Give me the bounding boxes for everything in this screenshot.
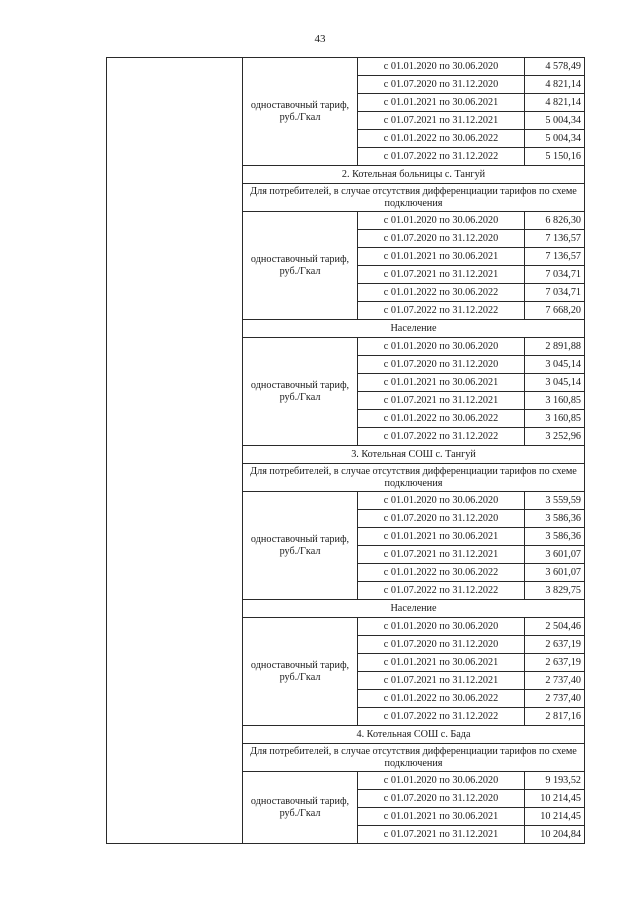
tariff-value-cell: 4 578,49 — [525, 58, 585, 76]
period-cell: с 01.07.2022 по 31.12.2022 — [358, 302, 525, 320]
tariff-value-cell: 7 136,57 — [525, 230, 585, 248]
period-cell: с 01.01.2021 по 30.06.2021 — [358, 374, 525, 392]
section-title: 4. Котельная СОШ с. Бада — [243, 726, 585, 744]
period-cell: с 01.07.2022 по 31.12.2022 — [358, 582, 525, 600]
period-cell: с 01.01.2022 по 30.06.2022 — [358, 410, 525, 428]
tariff-value-cell: 3 160,85 — [525, 392, 585, 410]
tariff-value-cell: 3 045,14 — [525, 356, 585, 374]
tariff-value-cell: 3 559,59 — [525, 492, 585, 510]
tariff-value-cell: 9 193,52 — [525, 772, 585, 790]
period-cell: с 01.07.2020 по 31.12.2020 — [358, 76, 525, 94]
tariff-value-cell: 5 004,34 — [525, 130, 585, 148]
tariff-value-cell: 10 214,45 — [525, 790, 585, 808]
tariff-value-cell: 3 252,96 — [525, 428, 585, 446]
tariff-value-cell: 2 504,46 — [525, 618, 585, 636]
tariff-value-cell: 2 737,40 — [525, 690, 585, 708]
tariff-table-body — [107, 58, 585, 844]
period-cell: с 01.01.2022 по 30.06.2022 — [358, 284, 525, 302]
tariff-table — [106, 57, 585, 844]
tariff-value-cell: 3 601,07 — [525, 564, 585, 582]
tariff-value-cell: 3 045,14 — [525, 374, 585, 392]
tariff-value-cell: 4 821,14 — [525, 76, 585, 94]
period-cell: с 01.07.2022 по 31.12.2022 — [358, 428, 525, 446]
tariff-type-label: одноставочный тариф, руб./Гкал — [243, 492, 358, 600]
period-cell: с 01.07.2020 по 31.12.2020 — [358, 230, 525, 248]
period-cell: с 01.01.2022 по 30.06.2022 — [358, 690, 525, 708]
section-note: Для потребителей, в случае отсутствия дифференциации тарифов по схеме подключения — [243, 184, 585, 212]
period-cell: с 01.07.2020 по 31.12.2020 — [358, 356, 525, 374]
tariff-type-label: одноставочный тариф, руб./Гкал — [243, 618, 358, 726]
tariff-value-cell: 3 586,36 — [525, 510, 585, 528]
tariff-value-cell: 3 160,85 — [525, 410, 585, 428]
tariff-value-cell: 2 737,40 — [525, 672, 585, 690]
period-cell: с 01.07.2021 по 31.12.2021 — [358, 112, 525, 130]
period-cell: с 01.01.2020 по 30.06.2020 — [358, 338, 525, 356]
period-cell: с 01.07.2021 по 31.12.2021 — [358, 546, 525, 564]
tariff-value-cell: 2 817,16 — [525, 708, 585, 726]
period-cell: с 01.01.2020 по 30.06.2020 — [358, 618, 525, 636]
period-cell: с 01.01.2022 по 30.06.2022 — [358, 130, 525, 148]
period-cell: с 01.01.2020 по 30.06.2020 — [358, 772, 525, 790]
tariff-value-cell: 3 829,75 — [525, 582, 585, 600]
tariff-value-cell: 7 668,20 — [525, 302, 585, 320]
period-cell: с 01.01.2021 по 30.06.2021 — [358, 248, 525, 266]
period-cell: с 01.01.2021 по 30.06.2021 — [358, 528, 525, 546]
period-cell: с 01.01.2021 по 30.06.2021 — [358, 808, 525, 826]
tariff-value-cell: 7 136,57 — [525, 248, 585, 266]
left-blank-column — [107, 58, 243, 844]
tariff-type-label: одноставочный тариф, руб./Гкал — [243, 58, 358, 166]
period-cell: с 01.07.2020 по 31.12.2020 — [358, 636, 525, 654]
section-note: Для потребителей, в случае отсутствия дифференциации тарифов по схеме подключения — [243, 464, 585, 492]
period-cell: с 01.07.2021 по 31.12.2021 — [358, 826, 525, 844]
tariff-value-cell: 6 826,30 — [525, 212, 585, 230]
period-cell: с 01.07.2022 по 31.12.2022 — [358, 148, 525, 166]
section-title: 2. Котельная больницы с. Тангуй — [243, 166, 585, 184]
period-cell: с 01.07.2020 по 31.12.2020 — [358, 510, 525, 528]
section-title: Население — [243, 320, 585, 338]
tariff-value-cell: 3 586,36 — [525, 528, 585, 546]
page-number: 43 — [314, 33, 326, 45]
period-cell: с 01.01.2020 по 30.06.2020 — [358, 492, 525, 510]
tariff-value-cell: 7 034,71 — [525, 284, 585, 302]
tariff-type-label: одноставочный тариф, руб./Гкал — [243, 772, 358, 844]
section-title: Население — [243, 600, 585, 618]
tariff-value-cell: 5 004,34 — [525, 112, 585, 130]
tariff-value-cell: 4 821,14 — [525, 94, 585, 112]
period-cell: с 01.07.2020 по 31.12.2020 — [358, 790, 525, 808]
tariff-type-label: одноставочный тариф, руб./Гкал — [243, 338, 358, 446]
period-cell: с 01.07.2022 по 31.12.2022 — [358, 708, 525, 726]
period-cell: с 01.07.2021 по 31.12.2021 — [358, 672, 525, 690]
tariff-value-cell: 10 204,84 — [525, 826, 585, 844]
period-cell: с 01.01.2021 по 30.06.2021 — [358, 94, 525, 112]
tariff-value-cell: 10 214,45 — [525, 808, 585, 826]
tariff-type-label: одноставочный тариф, руб./Гкал — [243, 212, 358, 320]
tariff-value-cell: 2 637,19 — [525, 654, 585, 672]
tariff-value-cell: 2 637,19 — [525, 636, 585, 654]
tariff-value-cell: 5 150,16 — [525, 148, 585, 166]
tariff-row — [107, 58, 585, 76]
period-cell: с 01.07.2021 по 31.12.2021 — [358, 392, 525, 410]
tariff-value-cell: 2 891,88 — [525, 338, 585, 356]
section-note: Для потребителей, в случае отсутствия дифференциации тарифов по схеме подключения — [243, 744, 585, 772]
tariff-value-cell: 3 601,07 — [525, 546, 585, 564]
period-cell: с 01.01.2022 по 30.06.2022 — [358, 564, 525, 582]
tariff-value-cell: 7 034,71 — [525, 266, 585, 284]
section-title: 3. Котельная СОШ с. Тангуй — [243, 446, 585, 464]
period-cell: с 01.01.2021 по 30.06.2021 — [358, 654, 525, 672]
period-cell: с 01.07.2021 по 31.12.2021 — [358, 266, 525, 284]
period-cell: с 01.01.2020 по 30.06.2020 — [358, 212, 525, 230]
period-cell: с 01.01.2020 по 30.06.2020 — [358, 58, 525, 76]
